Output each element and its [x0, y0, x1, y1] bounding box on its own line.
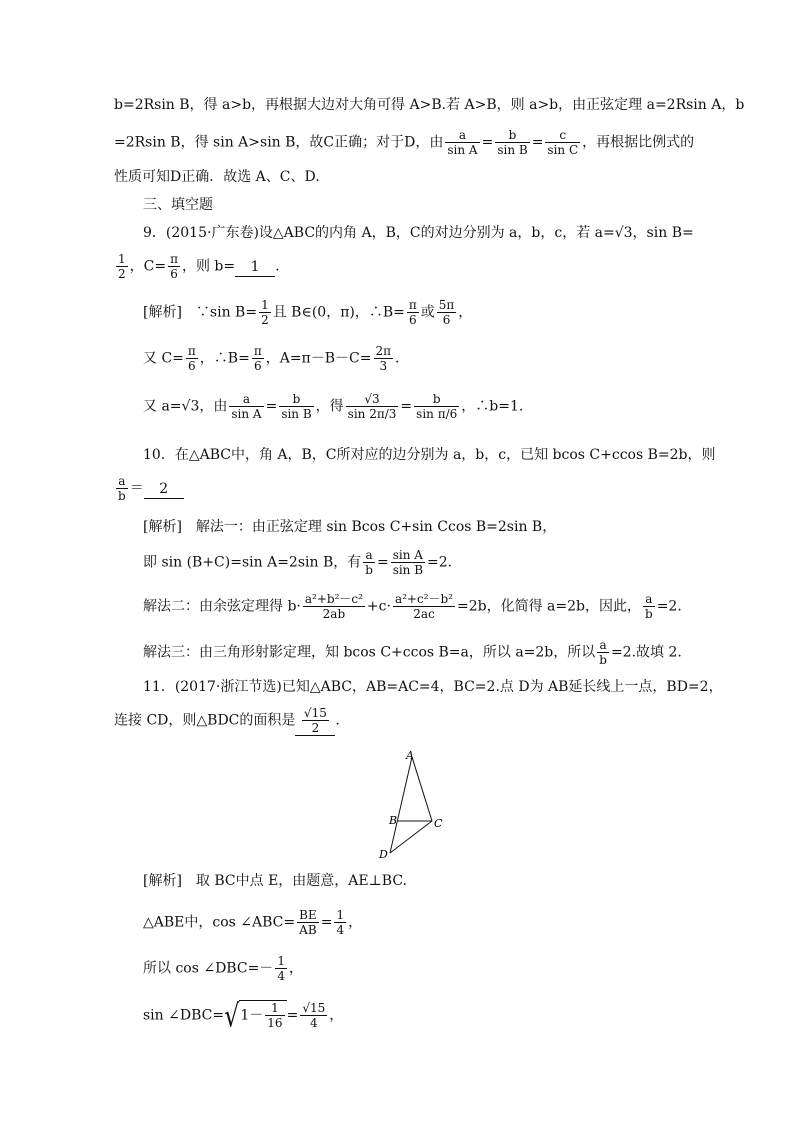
- solution-line: [解析] 取 BC中点 E，由题意，AE⊥BC.: [143, 873, 408, 889]
- vertex-label-b: B: [389, 814, 398, 827]
- text-line: b=2Rsin B，得 a>b，再根据大边对大角可得 A>B.若 A>B，则 a>b，由正弦定理 a=2Rsin A，b: [114, 97, 745, 113]
- section-heading: 三、填空题: [143, 197, 213, 213]
- fraction: $\frac{b}{\text{sin B}}$: [497, 128, 528, 157]
- fraction: $\frac{a}{\text{sin A}}$: [447, 128, 478, 157]
- solution-line: [解析] ∵sin B= $\frac{1}{2}$ 且 B∈(0，π)，∴B= $\frac{\pi}{6}$ 或 $\frac{5\pi}{6}$ ，: [143, 298, 473, 327]
- segment-ac: [412, 757, 432, 821]
- solution-line: 即 sin (B+C)=sin A=2sin B，有 $\frac{a}{b}$ = $\frac{\text{sin A}}{\text{sin B}}$ =2.: [143, 548, 453, 577]
- solution-line: 所以 cos ∠DBC=－ $\frac{1}{4}$ ，: [143, 954, 303, 983]
- solution-line: △ABE中，cos ∠ABC= $\frac{BE}{AB}$ = $\frac{1}{4}$ ，: [143, 908, 363, 937]
- question-10-line2: $\frac{a}{b}$ ＝ 2: [114, 474, 794, 503]
- vertex-label-a: A: [406, 749, 414, 762]
- text-line: 性质可知D正确．故选 A、C、D.: [114, 169, 320, 185]
- text-line: =2Rsin B，得 sin A>sin B，故C正确；对于D，由 $\frac{a}{\text{sin A}}$ = $\frac{b}{\text{sin B}}$ = $\frac{c}{\text{sin C}}$ ，再根据比例式的: [114, 128, 695, 157]
- answer-blank: 1: [235, 258, 275, 277]
- solution-line: 又 C= $\frac{\pi}{6}$ ，∴B= $\frac{\pi}{6}$ ，A=π－B－C= $\frac{2\pi}{3}$ .: [143, 344, 400, 373]
- question-11: 11．(2017·浙江节选)已知△ABC，AB=AC=4，BC=2.点 D为 AB延长线上一点，BD=2，: [143, 679, 723, 695]
- fraction: $\frac{c}{\text{sin C}}$: [547, 128, 579, 157]
- answer-blank: $\frac{√15}{2}$: [295, 706, 335, 736]
- solution-line: 又 a=√3，由 $\frac{a}{\text{sin A}}$ = $\frac{b}{\text{sin B}}$ ，得 $\frac{√3}{\sin 2\pi/3}$ = $\frac{b}{\text{sin π/6}}$ ，∴b=1.: [143, 392, 524, 421]
- solution-line: sin ∠DBC=√1－ $\frac{1}{16}$ = $\frac{√15}{4}$ ，: [143, 997, 344, 1034]
- answer-blank: 2: [144, 480, 184, 499]
- solution-line: 解法二：由余弦定理得 b· $\frac{\text{a²+b²－c²}}{2ab}$ +c· $\frac{\text{a²+c²－b²}}{2ac}$ =2b，化简得 a=2b，因此， $\frac{a}{b}$ =2.: [143, 592, 682, 621]
- triangle-figure: [370, 745, 450, 865]
- question-11-line2: 连接 CD，则△BDC的面积是 $\frac{√15}{2}$ .: [114, 706, 340, 735]
- solution-line: 解法三：由三角形射影定理，知 bcos C+ccos B=a，所以 a=2b，所以 $\frac{a}{b}$ =2.故填 2.: [143, 638, 682, 667]
- vertex-label-c: C: [434, 817, 443, 830]
- question-9: 9．(2015·广东卷)设△ABC的内角 A，B，C的对边分别为 a，b，c，若 a=√3，sin B=: [143, 225, 694, 241]
- vertex-label-d: D: [379, 848, 388, 861]
- solution-line: [解析] 解法一：由正弦定理 sin Bcos C+sin Ccos B=2sin B，: [143, 519, 557, 535]
- question-10: 10．在△ABC中，角 A，B，C所对应的边分别为 a，b，c，已知 bcos C+ccos B=2b，则: [143, 447, 716, 463]
- question-9-line2: $\frac{1}{2}$ ，C= $\frac{\pi}{6}$ ，则 b= 1 .: [118, 252, 280, 281]
